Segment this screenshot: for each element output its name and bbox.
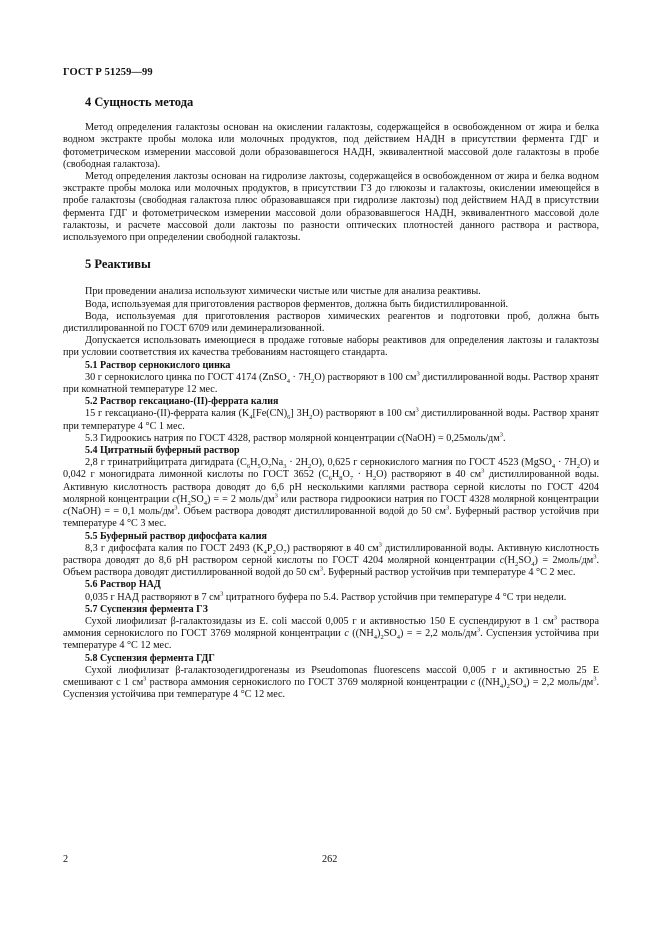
subsection-5-7-title: 5.7 Суспензия фермента ГЗ	[85, 603, 208, 615]
subsection-5-5-text: 8,3 г дифосфата калия по ГОСТ 2493 $(K_4P_2O_7)$ растворяют в 40 $см^3$ дистиллированной воды. Активную кислотность раствора доводят до 8,6 pH раствором серной кислоты по ГОСТ 4204 молярной концентрации $c(H_2SO_4)$ = $2моль/дм^3$. Объем раствора доводят дистиллированной водой до 50 $см^3$. Буферный раствор устойчив при температуре 4 °С 2 мес.	[63, 541, 599, 579]
subsection-5-1-text: 30 г сернокислого цинка по ГОСТ 4174 (ZnSO$_4$ · $7H_2O$) растворяют в 100 $см^3$ дистиллированной воды. Раствор хранят при комнатной температуре 12 мес.	[63, 370, 599, 396]
subsection-5-2-text: 15 г гексациано-(II)-феррата калия ($K_4[Fe(CN)_6]$ $3H_2O$) растворяют в 100 $см^3$ дистиллированной воды. Раствор хранят при температуре 4 °С 1 мес.	[63, 407, 599, 432]
subsection-5-4-title: 5.4 Цитратный буферный раствор	[85, 445, 240, 457]
section-4-title: 4 Сущность метода	[85, 95, 194, 109]
subsection-5-1-title: 5.1 Раствор сернокислого цинка	[85, 359, 231, 371]
section-5-paragraph-1: При проведении анализа используют химически чистые или чистые для анализа реактивы.	[85, 286, 481, 298]
section-5-paragraph-3: Вода, используемая для приготовления растворов химических реагентов и подготовки проб, должна быть дистиллированной по ГОСТ 6709 или деминерализованной.	[63, 310, 599, 335]
section-4-paragraph-1: Метод определения галактозы основан на окислении галактозы, содержащейся в освобожденном от жира и белка водном экстракте пробы молока или молочных продуктов, под действием НАДН в присутствии фермента ГДГ и фотометрическом измерении массовой доли образовавшегося НАДН, эквивалентной массовой доле галактозы в пробе (свободная галактоза).	[63, 122, 599, 170]
subsection-5-6-text: 0,035 г НАД растворяют в 7 $см^3$ цитратного буфера по 5.4. Раствор устойчив при температуре 4 °С три недели.	[85, 590, 567, 603]
subsection-5-6-title: 5.6 Раствор НАД	[85, 579, 161, 591]
subsection-5-2-title: 5.2 Раствор гексациано-(II)-феррата калия	[85, 396, 279, 408]
subsection-5-8-title: 5.8 Суспензия фермента ГДГ	[85, 652, 215, 664]
subsection-5-8-text: Сухой лиофилизат β-галактозодегидрогеназы из Pseudomonas fluorescens массой 0,005 г и активностью 25 Е смешивают с 1 $см^3$ раствора аммония сернокислого по ГОСТ 3769 молярной концентрации c $((NH_4)_2SO_4) = 2,2$ моль/$дм^3$. Суспензия устойчива при температуре 4 °С 12 мес.	[63, 664, 600, 701]
page-content	[63, 96, 599, 701]
subsection-5-4-text: 2,8 г тринатрийцитрата дигидрата $(C_6H_5O_7Na_3 \cdot 2H_2O)$, 0,625 г сернокислого магния по ГОСТ 4523 (MgSO$_4$ · $7H_2O$) и 0,042 г моногидрата лимонной кислоты по ГОСТ 3652 $(C_6H_8O_7 \cdot H_2O)$ растворяют в 40 $см^3$ дистиллированной воды. Активную кислотность раствора доводят до 6,6 pH несколькими каплями раствора серной кислоты по ГОСТ 4204 молярной концентрации $c(H_2SO_4)$ = = 2 моль/$дм^3$ или раствора гидроокиси натрия по ГОСТ 4328 молярной концентрации c(NaOH) = = 0,1 моль/$дм^3$. Объем раствора доводят дистиллированной водой до 50 $см^3$. Буферный раствор устойчив при температуре 4 °С 3 мес.	[63, 457, 600, 530]
page-number-left: 2	[63, 854, 69, 865]
section-5-paragraph-4: Допускается использовать имеющиеся в продаже готовые наборы реактивов для определения лактозы и галактозы при условии соответствия их качества требованиям настоящего стандарта.	[63, 335, 599, 359]
section-5-title: 5 Реактивы	[85, 257, 151, 272]
section-4-paragraph-2: Метод определения лактозы основан на гидролизе лактозы, содержащейся в освобожденном от жира и белка водном экстракте пробы молока или молочных продуктов, в присутствии ГЗ до глюкозы и галактозы, окислении имеющейся в пробе галактозы (свободная галактоза плюс образовавшаяся при гидролизе лактозы) под действием НАД в присутствии фермента ГДГ и фотометрическом измерении массовой доли образовавшегося НАДН, эквивалентного массовой доле галактозы, и расчете массовой доли лактозы по разности оптических плотностей данного раствора и раствора, используемого при определении свободной галактозы.	[63, 171, 599, 244]
page-number-center: 262	[322, 854, 338, 865]
section-5-paragraph-2: Вода, используемая для приготовления растворов ферментов, должна быть бидистиллированной.	[85, 298, 509, 310]
subsection-5-7-text: Сухой лиофилизат β-галактозидазы из E. coli массой 0,005 г и активностью 150 Е суспендируют в 1 $см^3$ раствора аммония сернокислого по ГОСТ 3769 молярной концентрации c $((NH_4)_2SO_4)$ = = 2,2 моль/$дм^3$. Суспензия устойчива при температуре 4 °С 12 мес.	[63, 614, 600, 652]
subsection-5-5-title: 5.5 Буферный раствор дифосфата калия	[85, 530, 267, 542]
standard-header: ГОСТ Р 51259—99	[63, 67, 153, 78]
subsection-5-3-text: 5.3 Гидроокись натрия по ГОСТ 4328, раствор молярной концентрации c(NaOH) = $0,25моль/дм^3$.	[85, 431, 506, 444]
